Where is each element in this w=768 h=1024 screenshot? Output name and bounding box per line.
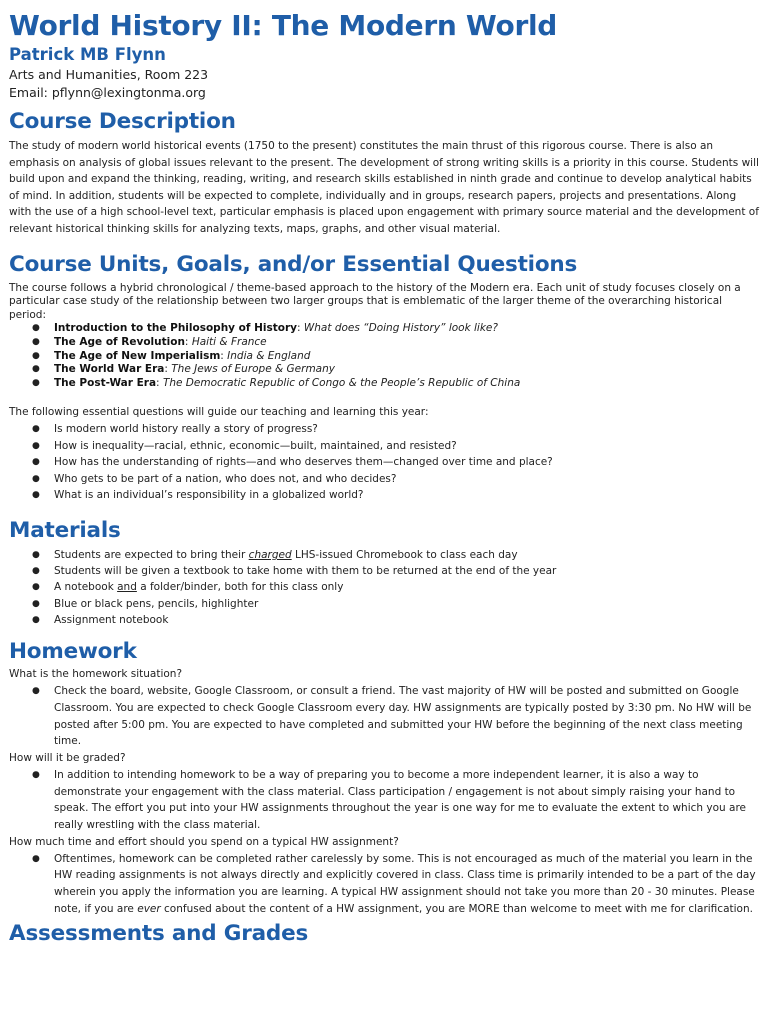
assessments-heading: Assessments and Grades — [9, 920, 309, 946]
assessments-section — [9, 920, 759, 948]
course-description-text: The study of modern world historical events (1750 to the present) constitutes the main thrust of this rigorous course. There is also an emphasis on analysis of global issues relevant to the present. The development of strong writing skills is a priority in this course. Students will build upon and expand the thinking, reading, writing, and research skills established in ninth grade and continue to develop analytical habits of mind. In addition, students will be expected to complete, individually and in groups, research papers, projects and presentations. Along with the use of a high school-level text, particular emphasis is placed upon engagement with primary source material and the development of relevant historical thinking skills for analyzing texts, maps, graphs, and other visual material. — [9, 140, 759, 235]
homework-answer-1 — [9, 683, 759, 750]
list-item: ● A notebook and a folder/binder, both for this class only — [9, 579, 759, 595]
course-description-section — [9, 108, 759, 238]
list-item: ● Blue or black pens, pencils, highlighter — [9, 596, 759, 612]
list-item: ● The World War Era: The Jews of Europe & Germany — [9, 363, 759, 377]
materials-list — [9, 547, 759, 628]
page-title: World History II: The Modern World — [9, 9, 557, 42]
homework-section — [9, 638, 759, 917]
homework-answer-2 — [9, 767, 759, 834]
materials-heading: Materials — [9, 517, 121, 543]
list-item: ● The Post-War Era: The Democratic Republic of Congo & the People’s Republic of China — [9, 377, 759, 391]
list-item: ● What is an individual’s responsibility in a globalized world? — [9, 487, 759, 504]
homework-heading: Homework — [9, 639, 137, 665]
units-heading: Course Units, Goals, and/or Essential Questions — [9, 251, 578, 277]
materials-section — [9, 517, 759, 628]
list-item: ● How has the understanding of rights—and who deserves them—changed over time and place? — [9, 454, 759, 471]
list-item: ● Who gets to be part of a nation, who does not, and who decides? — [9, 471, 759, 488]
list-item: ● Assignment notebook — [9, 612, 759, 628]
list-item: ● Students will be given a textbook to take home with them to be returned at the end of the year — [9, 563, 759, 579]
list-item: ● The Age of Revolution: Haiti & France — [9, 336, 759, 350]
homework-question-2: How will it be graded? — [9, 752, 126, 765]
email-info: Email: pflynn@lexingtonma.org — [9, 85, 206, 100]
essential-questions-list — [9, 421, 759, 504]
header — [9, 8, 759, 102]
list-item: ● Oftentimes, homework can be completed rather carelessly by some. This is not encouraged as much of the material you learn in the HW reading assignments is not always directly and explicitly covered in class. Class time is primarily intended to be a part of the day wherein you apply the information you are learning. A typical HW assignment should not take you more than 20 - 30 minutes. Please note, if you are ever confused about the content of a HW assignment, you are MORE than welcome to meet with me for clarification. — [9, 851, 759, 918]
homework-question-3: How much time and effort should you spend on a typical HW assignment? — [9, 835, 399, 848]
list-item: ● The Age of New Imperialism: India & England — [9, 350, 759, 364]
units-intro: The course follows a hybrid chronological / theme-based approach to the history of the Modern era. Each unit of study focuses closely on a particular case study of the relationship between two larger groups that is emblematic of the larger theme of the overarching historical period: — [9, 281, 741, 321]
units-list — [9, 322, 759, 390]
list-item: ● Students are expected to bring their charged LHS-issued Chromebook to class each day — [9, 547, 759, 563]
questions-intro: The following essential questions will guide our teaching and learning this year: — [9, 406, 429, 419]
units-section — [9, 251, 759, 504]
teacher-name: Patrick MB Flynn — [9, 45, 166, 64]
course-description-heading: Course Description — [9, 109, 236, 134]
homework-answer-3 — [9, 851, 759, 918]
list-item: ● In addition to intending homework to be a way of preparing you to become a more independent learner, it is also a way to demonstrate your engagement with the class material. Class participation / engagement is not about simply raising your hand to speak. The effort you put into your HW assignments throughout the year is one way for me to evaluate the extent to which you are really wrestling with the class material. — [9, 767, 759, 834]
room-info: Arts and Humanities, Room 223 — [9, 67, 209, 82]
homework-question-1: What is the homework situation? — [9, 668, 183, 681]
list-item: ● Is modern world history really a story of progress? — [9, 421, 759, 438]
list-item: ● How is inequality—racial, ethnic, economic—built, maintained, and resisted? — [9, 438, 759, 455]
list-item: ● Check the board, website, Google Classroom, or consult a friend. The vast majority of HW will be posted and submitted on Google Classroom. You are expected to check Google Classroom every day. HW assignments are typically posted by 3:30 pm. No HW will be posted after 5:00 pm. You are expected to have completed and submitted your HW before the beginning of the next class meeting time. — [9, 683, 759, 750]
list-item: ● Introduction to the Philosophy of History: What does “Doing History” look like? — [9, 322, 759, 336]
